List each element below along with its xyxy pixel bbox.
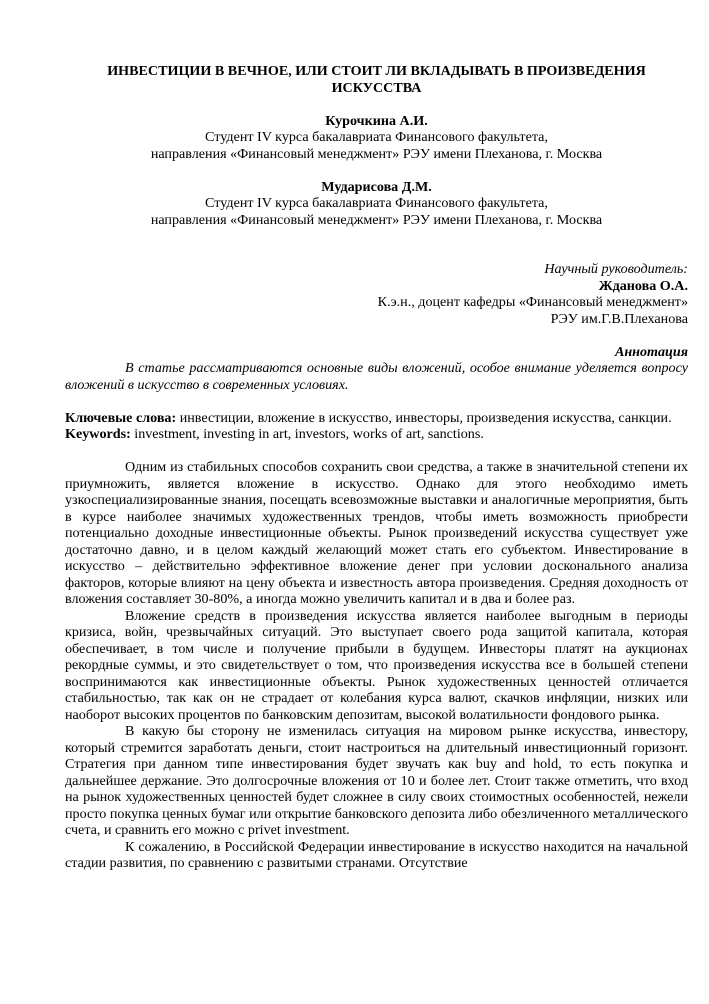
spacer	[65, 393, 688, 410]
author-1-name: Курочкина А.И.	[325, 112, 428, 129]
author-block-2	[65, 179, 688, 229]
keywords-ru-label: Ключевые слова:	[65, 409, 177, 426]
article-body	[65, 459, 688, 872]
spacer	[65, 245, 688, 262]
body-paragraph: К сожалению, в Российской Федерации инвестирование в искусство находится на начальной стадии развития, по сравнению с развитыми странами. Отсутствие	[65, 838, 688, 871]
author-1-affiliation: направления «Финансовый менеджмент» РЭУ имени Плеханова, г. Москва	[150, 145, 603, 162]
page-title: ИНВЕСТИЦИИ В ВЕЧНОЕ, ИЛИ СТОИТ ЛИ ВКЛАДЫВАТЬ В ПРОИЗВЕДЕНИЯ ИСКУССТВА	[107, 63, 646, 96]
keywords-ru-text: инвестиции, вложение в искусство, инвесторы, произведения искусства, санкции.	[179, 409, 672, 426]
advisor-university: РЭУ им.Г.В.Плеханова	[550, 310, 688, 327]
keywords-block	[65, 410, 688, 443]
advisor-position: К.э.н., доцент кафедры «Финансовый менеджмент»	[377, 294, 688, 310]
advisor-name: Жданова О.А.	[598, 277, 688, 294]
spacer	[65, 228, 688, 245]
spacer	[65, 443, 688, 460]
keywords-en-label: Keywords:	[65, 426, 131, 442]
author-2-role: Студент IV курса бакалавриата Финансового факультета,	[205, 195, 548, 211]
keywords-en	[65, 426, 688, 443]
annotation-heading: Аннотация	[614, 343, 688, 360]
author-2-affiliation: направления «Финансовый менеджмент» РЭУ имени Плеханова, г. Москва	[150, 211, 603, 228]
keywords-en-text: investment, investing in art, investors, works of art, sanctions.	[134, 426, 484, 442]
advisor-block	[65, 261, 688, 327]
advisor-label: Научный руководитель:	[544, 261, 688, 277]
author-1-role: Студент IV курса бакалавриата Финансового факультета,	[205, 129, 548, 145]
spacer	[65, 327, 688, 344]
author-2-name: Мударисова Д.М.	[321, 178, 432, 195]
spacer	[65, 96, 688, 113]
spacer	[65, 162, 688, 179]
annotation-text: В статье рассматриваются основные виды вложений, особое внимание уделяется вопросу вложений в искусство в современных условиях.	[65, 360, 688, 393]
body-paragraph: Одним из стабильных способов сохранить свои средства, а также в значительной степени их приумножить, является вложение в искусство. Однако для этого необходимо иметь узкоспециализированные знания, посещать всевозможные выставки и аналогичные мероприятия, быть в курсе наиболее значимых художественных трендов, чтобы иметь возможность приобрести потенциально доходные инвестиционные объекты. Рынок произведений искусства существует уже достаточно давно, и в целом каждый желающий может стать его субъектом. Инвестирование в искусство – действительно эффективное вложение денег при условии досконального анализа факторов, которые влияют на цену объекта и известность автора произведения. Средняя доходность от вложения составляет 30-80%, а иногда можно увеличить капитал и в два и более раз.	[65, 459, 688, 607]
annotation-block	[65, 344, 688, 394]
author-block-1	[65, 113, 688, 163]
body-paragraph: В какую бы сторону не изменилась ситуация на мировом рынке искусства, инвестору, который стремится заработать деньги, стоит настроиться на длительный инвестиционный горизонт. Стратегия при данном типе инвестирования будет звучать как buy and hold, то есть покупка и дальнейшее держание. Это долгосрочные вложения от 10 и более лет. Стоит также отметить, что вход на рынок художественных ценностей будет сложнее в силу своих стоимостных особенностей, нежели просто покупка ценных бумаг или открытие банковского депозита либо обезличенного металлического счета, и сравнить его можно с privet investment.	[65, 723, 688, 838]
keywords-ru	[65, 410, 688, 427]
body-paragraph: Вложение средств в произведения искусства является наиболее выгодным в периоды кризиса, войн, чрезвычайных ситуаций. Это выступает своего рода защитой капитала, которая обеспечивает, в том числе и получение прибыли в будущем. Инвесторы платят на аукционах рекордные суммы, и это свидетельствует о том, что произведения искусства все в большей степени воспринимаются как инвестиционные объекты. Рынок художественных ценностей отличается стабильностью, так как он не страдает от колебания курса валют, скачков инфляции, низких или наоборот высоких процентов по банковским депозитам, высокой волатильности фондового рынка.	[65, 607, 688, 723]
